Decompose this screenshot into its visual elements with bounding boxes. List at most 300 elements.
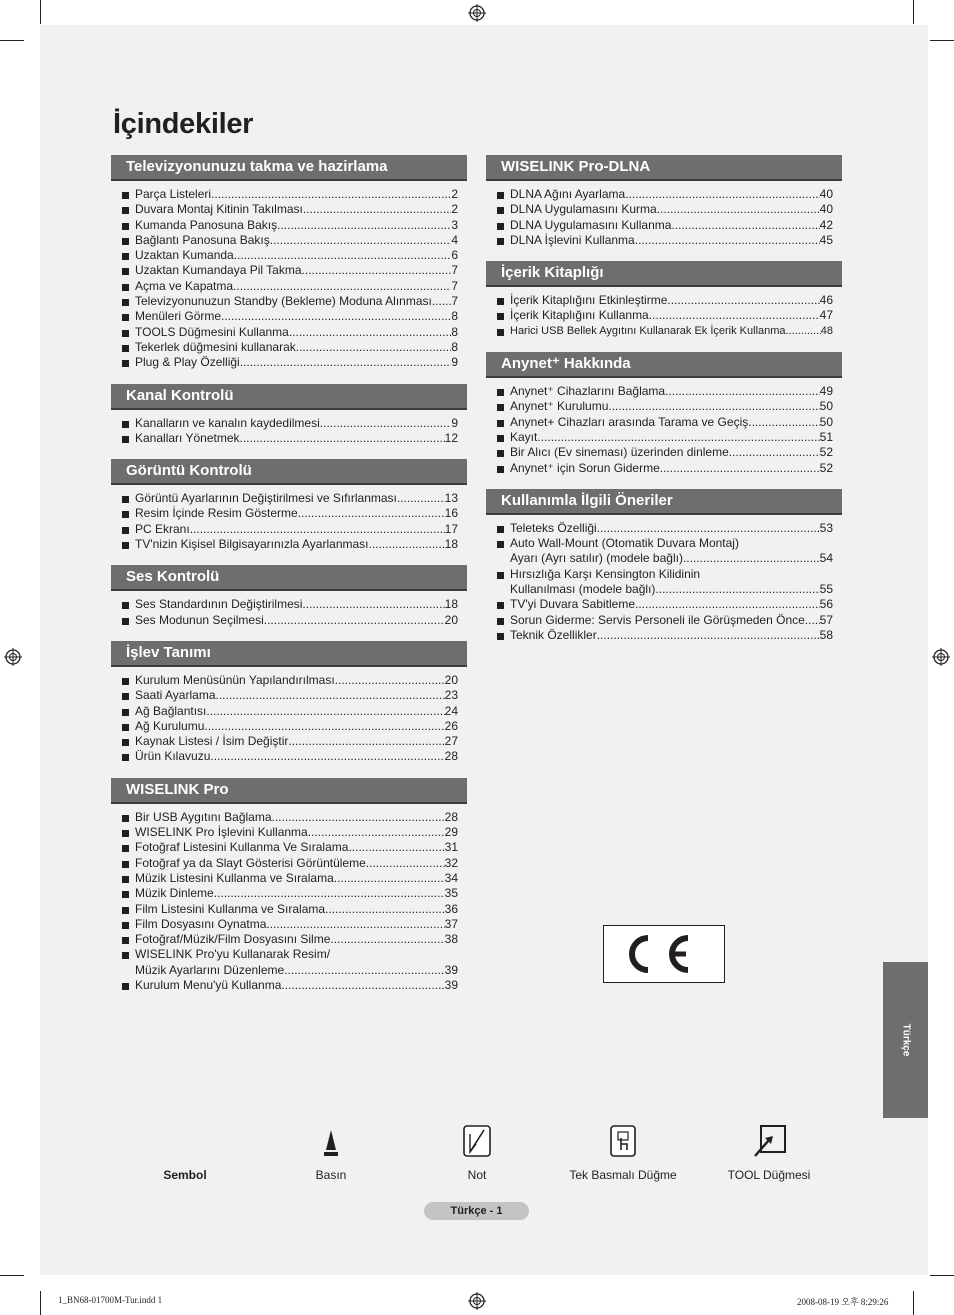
toc-entry[interactable] (111, 187, 467, 202)
toc-entry-page: 12 (444, 430, 458, 445)
bullet-square-icon (497, 420, 504, 427)
toc-entry[interactable] (111, 202, 467, 217)
section-item-list (486, 378, 842, 476)
dot-leader (671, 218, 819, 233)
toc-entry-page: 9 (451, 355, 458, 370)
toc-entry-title: Uzaktan Kumanda (135, 248, 234, 263)
toc-entry-page: 42 (819, 217, 833, 232)
toc-entry-title: Film Listesini Kullanma ve Sıralama (135, 901, 326, 916)
toc-entry[interactable] (111, 978, 467, 993)
toc-entry-page: 56 (819, 597, 833, 612)
section-item-list (486, 515, 842, 643)
dot-leader (308, 825, 445, 840)
toc-entry[interactable] (111, 886, 467, 901)
toc-entry-page: 38 (444, 932, 458, 947)
toc-entry[interactable] (111, 294, 467, 309)
crop-mark (40, 1291, 41, 1315)
symbol-label: Tek Basmalı Düğme (569, 1168, 677, 1182)
bullet-square-icon (497, 602, 504, 609)
bullet-square-icon (497, 541, 504, 548)
dot-leader (204, 719, 444, 734)
bullet-square-icon (122, 345, 129, 352)
dot-leader (298, 506, 445, 521)
toc-entry-page: 16 (444, 506, 458, 521)
dot-leader (597, 628, 820, 643)
dot-leader (432, 294, 451, 309)
symbol-label: Basın (315, 1168, 347, 1182)
toc-entry[interactable] (111, 309, 467, 324)
toc-entry-page: 28 (444, 809, 458, 824)
dot-leader (190, 522, 445, 537)
bullet-square-icon (122, 830, 129, 837)
toc-entry[interactable] (486, 399, 842, 414)
toc-entry-page: 50 (819, 414, 833, 429)
toc-entry[interactable] (486, 187, 842, 202)
toc-entry-page: 8 (451, 339, 458, 354)
toc-entry-title: Auto Wall-Mount (Otomatik Duvara Montaj) (510, 536, 739, 551)
registration-mark-icon (4, 648, 22, 666)
toc-entry-title: Anynet⁺ Kurulumu (510, 399, 609, 414)
toc-entry-title: DLNA Ağını Ayarlama (510, 187, 626, 201)
toc-entry-page: 47 (819, 308, 833, 323)
dot-leader (214, 886, 445, 901)
toc-entry-title: İçerik Kitaplığını Etkinleştirme (510, 293, 668, 308)
bullet-square-icon (122, 253, 129, 260)
toc-entry-page: 54 (819, 551, 833, 566)
toc-right-column (486, 155, 842, 656)
toc-entry[interactable] (111, 613, 467, 628)
toc-entry-title: Ses Standardının Değiştirilmesi (135, 597, 303, 612)
dot-leader (325, 902, 445, 917)
toc-entry-page: 32 (444, 855, 458, 870)
bullet-square-icon (122, 739, 129, 746)
toc-entry-page: 34 (444, 870, 458, 885)
section-heading: Görüntü Kontrolü (111, 459, 467, 485)
bullet-square-icon (497, 466, 504, 473)
toc-entry-page: 3 (451, 217, 458, 232)
section-heading: Kullanımla İlgili Öneriler (486, 489, 842, 515)
toc-entry-title: Sorun Giderme: Servis Personeli ile Görüşmeden Önce (510, 612, 805, 627)
registration-mark-icon (468, 4, 486, 22)
toc-entry-page: 24 (444, 703, 458, 718)
bullet-square-icon (497, 633, 504, 640)
bullet-square-icon (497, 223, 504, 230)
toc-entry[interactable] (111, 719, 467, 734)
toc-entry[interactable] (111, 340, 467, 355)
toc-entry[interactable] (111, 233, 467, 248)
section-heading: İşlev Tanımı (111, 641, 467, 667)
bullet-square-icon (122, 891, 129, 898)
dot-leader (655, 582, 819, 597)
toc-entry[interactable] (111, 840, 467, 855)
toc-entry-title: Resim İçinde Resim Gösterme (135, 506, 298, 521)
toc-entry-title: DLNA Uygulamasını Kurma (510, 202, 657, 217)
dot-leader (330, 932, 444, 947)
toc-entry-title: Parça Listeleri (135, 187, 212, 201)
section-heading: Kanal Kontrolü (111, 384, 467, 410)
bullet-square-icon (497, 618, 504, 625)
toc-entry-title: Fotoğraf Listesini Kullanma Ve Sıralama (135, 840, 349, 855)
toc-entry[interactable] (486, 308, 842, 323)
bullet-square-icon (122, 754, 129, 761)
bullet-square-icon (122, 845, 129, 852)
toc-entry[interactable] (111, 673, 467, 688)
registration-mark-icon (468, 1292, 486, 1310)
dot-leader (302, 597, 444, 612)
toc-entry-title: Anynet⁺ için Sorun Giderme (510, 460, 660, 475)
toc-entry-title: Fotoğraf ya da Slayt Gösterisi Görüntüleme (135, 855, 366, 870)
crop-mark (913, 1291, 914, 1315)
dot-leader (270, 233, 452, 248)
dot-leader (272, 810, 445, 825)
bullet-square-icon (497, 435, 504, 442)
dot-leader (211, 187, 451, 202)
toc-entry[interactable] (486, 536, 842, 567)
toc-entry-title: Menüleri Görme (135, 309, 222, 324)
toc-entry[interactable] (111, 537, 467, 552)
toc-entry-page: 13 (444, 491, 458, 506)
symbol-legend-title (115, 1122, 255, 1182)
toc-entry[interactable] (111, 506, 467, 521)
toc-entry-page: 8 (451, 324, 458, 339)
toc-entry-page: 7 (451, 278, 458, 293)
toc-entry-title: Kullanılması (modele bağlı) (510, 582, 656, 597)
toc-entry-page: 18 (444, 597, 458, 612)
toc-entry-page: 18 (444, 537, 458, 552)
bullet-square-icon (122, 314, 129, 321)
toc-entry-page: 53 (819, 520, 833, 535)
toc-entry-title: Müzik Listesini Kullanma ve Sıralama (135, 870, 334, 885)
dot-leader (302, 263, 452, 278)
dot-leader (635, 597, 820, 612)
toc-entry[interactable] (111, 279, 467, 294)
toc-entry[interactable] (486, 597, 842, 612)
bullet-square-icon (497, 572, 504, 579)
toc-entry-page: 4 (451, 232, 458, 247)
toc-entry-title: Harici USB Bellek Aygıtını Kullanarak Ek İçerik Kullanma (510, 324, 786, 337)
dot-leader (366, 856, 445, 871)
crop-mark (40, 0, 41, 24)
toc-entry-page: 57 (819, 612, 833, 627)
toc-entry-page: 17 (444, 521, 458, 536)
toc-entry[interactable] (111, 749, 467, 764)
bullet-square-icon (122, 952, 129, 959)
toc-entry-page: 2 (451, 202, 458, 217)
bullet-square-icon (122, 527, 129, 534)
section-heading: Ses Kontrolü (111, 565, 467, 591)
dot-leader (665, 384, 820, 399)
toc-entry-page: 40 (819, 202, 833, 217)
toc-entry[interactable] (111, 688, 467, 703)
bullet-square-icon (122, 511, 129, 518)
section-item-list (111, 485, 467, 552)
toc-entry[interactable] (486, 567, 842, 598)
bullet-square-icon (122, 268, 129, 275)
toc-entry-page: 49 (819, 384, 833, 399)
toc-entry-page: 58 (819, 627, 833, 642)
toc-entry[interactable] (111, 871, 467, 886)
toc-entry[interactable] (486, 628, 842, 643)
side-tab-label: Türkçe (900, 1023, 911, 1057)
toc-entry-title: Ağ Kurulumu (135, 718, 205, 733)
toc-entry[interactable] (486, 613, 842, 628)
toc-entry-page: 55 (819, 582, 833, 597)
toc-entry-page: 52 (819, 445, 833, 460)
toc-section (486, 489, 842, 643)
toc-entry-title: Görüntü Ayarlarının Değiştirilmesi ve Sıfırlanması (135, 491, 397, 506)
toc-entry-page: 29 (444, 825, 458, 840)
crop-mark (930, 1275, 954, 1276)
toc-entry[interactable] (486, 202, 842, 217)
toc-entry-title: TV'nizin Kişisel Bilgisayarınızla Ayarlanması (135, 537, 369, 552)
dot-leader (289, 325, 451, 340)
toc-entry[interactable] (111, 597, 467, 612)
toc-section (486, 261, 842, 339)
toc-entry-page: 23 (444, 688, 458, 703)
toc-entry-title: Tekerlek düğmesini kullanarak (135, 339, 296, 354)
dot-leader (335, 673, 445, 688)
toc-entry-page: 46 (819, 293, 833, 308)
toc-entry[interactable] (111, 431, 467, 446)
tool-button-icon (751, 1124, 787, 1158)
bullet-square-icon (497, 404, 504, 411)
toc-entry-title: WISELINK Pro İşlevini Kullanma (135, 825, 308, 840)
toc-entry-page: 40 (819, 187, 833, 201)
dot-leader (334, 871, 445, 886)
dot-leader (234, 248, 452, 263)
one-touch-button-icon (608, 1124, 638, 1158)
toc-entry-title: Televizyonunuzun Standby (Bekleme) Moduna Alınması (135, 294, 432, 309)
toc-entry-title: Ağ Bağlantısı (135, 703, 207, 718)
toc-entry-title: TV'yi Duvara Sabitleme (510, 597, 636, 612)
bullet-square-icon (122, 542, 129, 549)
dot-leader (667, 293, 819, 308)
bullet-square-icon (497, 298, 504, 305)
toc-entry[interactable] (486, 218, 842, 233)
dot-leader (805, 613, 820, 628)
dot-leader (729, 445, 820, 460)
bullet-square-icon (497, 192, 504, 199)
toc-entry-title: Kanalların ve kanalın kaydedilmesi (135, 415, 320, 430)
bullet-square-icon (497, 389, 504, 396)
toc-entry[interactable] (111, 218, 467, 233)
toc-entry-page: 51 (819, 429, 833, 444)
toc-section (111, 565, 467, 628)
toc-entry[interactable] (486, 521, 842, 536)
toc-entry[interactable] (486, 293, 842, 308)
toc-entry[interactable] (111, 917, 467, 932)
symbol-one-touch (553, 1122, 693, 1182)
toc-entry[interactable] (111, 522, 467, 537)
section-heading: İçerik Kitaplığı (486, 261, 842, 287)
toc-entry-page: 45 (819, 232, 833, 247)
toc-entry[interactable] (111, 947, 467, 978)
bullet-square-icon (122, 238, 129, 245)
bullet-square-icon (122, 678, 129, 685)
toc-entry[interactable] (111, 932, 467, 947)
toc-entry-page: 31 (444, 840, 458, 855)
bullet-square-icon (122, 983, 129, 990)
footer-date: 2008-08-19 오후 8:29:26 (797, 1297, 889, 1307)
toc-entry[interactable] (111, 325, 467, 340)
bullet-square-icon (122, 724, 129, 731)
dot-leader (660, 461, 820, 476)
language-side-tab (883, 962, 928, 1118)
toc-entry-page: 50 (819, 399, 833, 414)
toc-entry-page: 9 (451, 415, 458, 430)
dot-leader (210, 749, 444, 764)
toc-entry-title: Film Dosyasını Oynatma (135, 916, 267, 931)
bullet-square-icon (122, 299, 129, 306)
toc-entry-title: Fotoğraf/Müzik/Film Dosyasını Silme (135, 932, 331, 947)
toc-entry-title: Teknik Özellikler (510, 627, 597, 642)
bullet-square-icon (122, 496, 129, 503)
toc-entry-page: 39 (444, 977, 458, 992)
dot-leader (657, 202, 820, 217)
dot-leader (786, 324, 821, 339)
dot-leader (748, 415, 819, 430)
ce-mark (603, 925, 725, 983)
toc-entry[interactable] (111, 355, 467, 370)
crop-mark (913, 0, 914, 24)
toc-entry[interactable] (486, 233, 842, 248)
toc-entry[interactable] (486, 324, 842, 339)
dot-leader (649, 308, 820, 323)
footer-file: 1_BN68-01700M-Tur.indd 1 (58, 1295, 163, 1305)
registration-mark-icon (932, 648, 950, 666)
toc-entry[interactable] (111, 416, 467, 431)
toc-entry-title: WISELINK Pro'yu Kullanarak Resim/ (135, 947, 331, 962)
toc-entry[interactable] (111, 825, 467, 840)
dot-leader (320, 416, 452, 431)
toc-entry-page: 35 (444, 886, 458, 901)
toc-entry[interactable] (111, 263, 467, 278)
bullet-square-icon (122, 207, 129, 214)
toc-entry-title: Müzik Dinleme (135, 886, 214, 901)
bullet-square-icon (122, 618, 129, 625)
toc-entry[interactable] (111, 704, 467, 719)
toc-entry-page: 7 (451, 263, 458, 278)
bullet-square-icon (497, 313, 504, 320)
toc-entry-title: Kanalları Yönetmek (135, 430, 240, 445)
toc-section (111, 641, 467, 765)
toc-entry-title: Ürün Kılavuzu (135, 749, 211, 764)
section-item-list (111, 410, 467, 447)
press-arrow-icon (321, 1128, 341, 1158)
bullet-square-icon (122, 360, 129, 367)
toc-entry-page: 52 (819, 460, 833, 475)
note-icon (462, 1124, 492, 1158)
toc-entry-page: 2 (451, 187, 458, 201)
toc-entry[interactable] (111, 810, 467, 825)
toc-entry-title: Bir Alıcı (Ev sineması) üzerinden dinleme (510, 445, 729, 460)
section-heading: WISELINK Pro (111, 778, 467, 804)
section-item-list (111, 804, 467, 994)
toc-entry[interactable] (486, 430, 842, 445)
symbol-note (407, 1122, 547, 1182)
toc-entry-page: 6 (451, 248, 458, 263)
bullet-square-icon (122, 421, 129, 428)
toc-entry-title: DLNA İşlevini Kullanma (510, 232, 635, 247)
toc-section (111, 459, 467, 552)
toc-entry-page: 7 (451, 294, 458, 309)
toc-entry-page: 8 (451, 309, 458, 324)
bullet-square-icon (122, 602, 129, 609)
bullet-square-icon (497, 450, 504, 457)
toc-entry[interactable] (486, 415, 842, 430)
dot-leader (303, 202, 451, 217)
toc-entry[interactable] (486, 461, 842, 476)
crop-mark (930, 40, 954, 41)
toc-entry-title: Kumanda Panosuna Bakış (135, 217, 278, 232)
bullet-square-icon (497, 329, 504, 336)
bullet-square-icon (497, 238, 504, 245)
dot-leader (608, 399, 819, 414)
toc-entry-title: Hırsızlığa Karşı Kensington Kilidinin (510, 566, 701, 581)
toc-entry-page: 48 (820, 324, 833, 337)
dot-leader (296, 340, 452, 355)
bullet-square-icon (122, 907, 129, 914)
toc-entry-title: Açma ve Kapatma (135, 278, 234, 293)
toc-entry[interactable] (111, 734, 467, 749)
dot-leader (206, 704, 444, 719)
toc-entry-title: PC Ekranı (135, 521, 190, 536)
toc-section (486, 352, 842, 476)
toc-entry[interactable] (111, 491, 467, 506)
toc-entry[interactable] (111, 248, 467, 263)
dot-leader (264, 613, 445, 628)
toc-entry[interactable] (111, 856, 467, 871)
bullet-square-icon (497, 526, 504, 533)
bullet-square-icon (122, 223, 129, 230)
section-heading: WISELINK Pro-DLNA (486, 155, 842, 181)
bullet-square-icon (122, 330, 129, 337)
toc-entry[interactable] (486, 445, 842, 460)
dot-leader (348, 840, 444, 855)
bullet-square-icon (122, 861, 129, 868)
toc-entry-title: Duvara Montaj Kitinin Takılması (135, 202, 303, 217)
dot-leader (284, 963, 444, 978)
dot-leader (625, 187, 819, 202)
bullet-square-icon (122, 693, 129, 700)
toc-section (111, 155, 467, 371)
toc-entry-title: Teleteks Özelliği (510, 520, 597, 535)
toc-entry-title: İçerik Kitaplığını Kullanma (510, 308, 649, 323)
toc-entry-title: Kayıt (510, 429, 538, 444)
bullet-square-icon (122, 876, 129, 883)
toc-entry[interactable] (111, 902, 467, 917)
toc-entry-title: TOOLS Düğmesini Kullanma (135, 324, 289, 339)
toc-entry-page: 37 (444, 916, 458, 931)
dot-leader (635, 233, 820, 248)
dot-leader (288, 734, 444, 749)
crop-mark (0, 1275, 24, 1276)
section-item-list (486, 287, 842, 339)
section-item-list (111, 181, 467, 371)
toc-entry-title: Kurulum Menüsünün Yapılandırılması (135, 672, 335, 687)
toc-entry-page: 20 (444, 672, 458, 687)
toc-entry-title: Kurulum Menu'yü Kullanma (135, 977, 282, 992)
toc-entry-title: DLNA Uygulamasını Kullanma (510, 217, 672, 232)
toc-entry-title: Uzaktan Kumandaya Pil Takma (135, 263, 302, 278)
bullet-square-icon (122, 284, 129, 291)
symbol-tool (699, 1122, 839, 1182)
dot-leader (537, 430, 819, 445)
section-item-list (111, 591, 467, 628)
toc-entry[interactable] (486, 384, 842, 399)
dot-leader (397, 491, 445, 506)
dot-leader (683, 551, 820, 566)
